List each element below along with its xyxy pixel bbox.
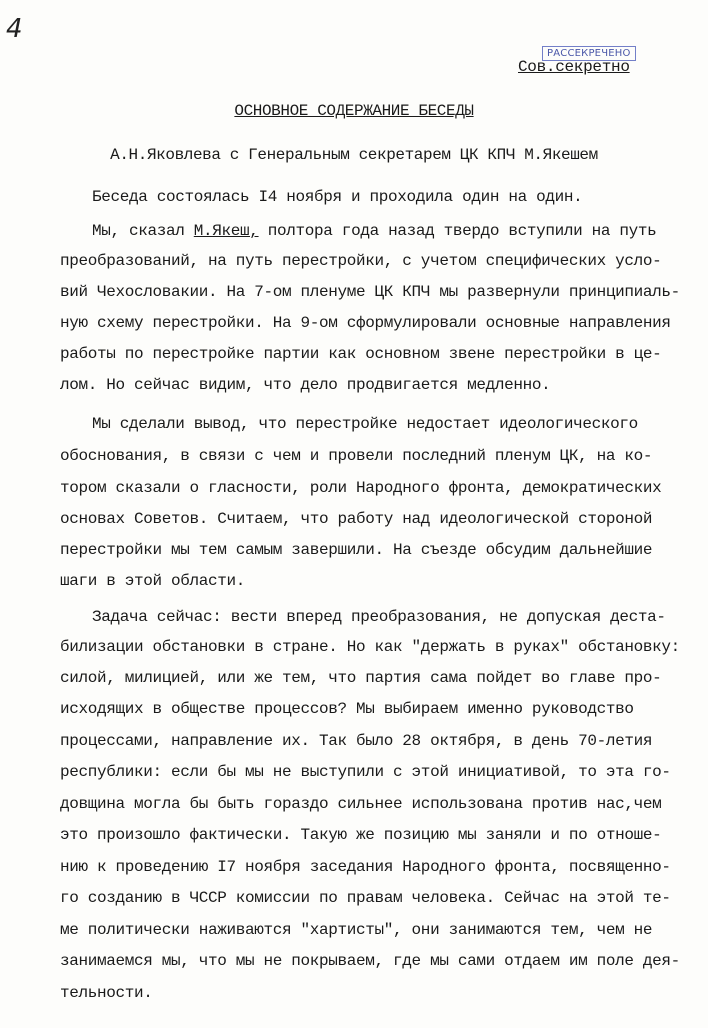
- paragraph-4-line-10: го созданию в ЧССР комиссии по правам человека. Сейчас на этой те-: [60, 889, 671, 907]
- paragraph-3-line-3: тором сказали о гласности, роли Народного фронта, демократических: [60, 479, 662, 497]
- paragraph-1-line-1: Беседа состоялась I4 ноября и проходила один на один.: [92, 188, 583, 206]
- paragraph-4-line-2: билизации обстановки в стране. Но как "держать в руках" обстановку:: [60, 638, 680, 656]
- paragraph-2-line-5: работы по перестройке партии как основном звене перестройки в це-: [60, 345, 662, 363]
- paragraph-2-line-1: [92, 222, 656, 240]
- classification-label: Сов.секретно: [518, 58, 630, 76]
- paragraph-4-line-8: это произошло фактически. Такую же позицию мы заняли и по отноше-: [60, 826, 662, 844]
- paragraph-4-line-3: силой, милицией, или же тем, что партия сама пойдет во главе про-: [60, 669, 662, 687]
- declassified-stamp: РАССЕКРЕЧЕНО: [542, 46, 636, 61]
- document-subtitle: А.Н.Яковлева с Генеральным секретарем ЦК КПЧ М.Якешем: [110, 146, 598, 164]
- paragraph-3-line-4: основах Советов. Считаем, что работу над идеологической стороной: [60, 510, 653, 528]
- paragraph-2-line-1-start: Мы, сказал: [92, 222, 194, 240]
- paragraph-2-line-4: ную схему перестройки. На 9-ом сформулировали основные направления: [60, 314, 671, 332]
- paragraph-4-line-4: исходящих в обществе процессов? Мы выбираем именно руководство: [60, 700, 634, 718]
- paragraph-2-line-1-end: полтора года назад твердо вступили на путь: [258, 222, 657, 240]
- paragraph-4-line-11: ме политически наживаются "хартисты", они занимаются тем, чем не: [60, 921, 653, 939]
- paragraph-3-line-6: шаги в этой области.: [60, 572, 246, 590]
- paragraph-4-line-1: Задача сейчас: вести вперед преобразования, не допуская деста-: [92, 608, 666, 626]
- paragraph-4-line-7: довщина могла бы быть гораздо сильнее использована против нас,чем: [60, 795, 662, 813]
- paragraph-2-line-6: лом. Но сейчас видим, что дело продвигается медленно.: [60, 376, 551, 394]
- paragraph-3-line-1: Мы сделали вывод, что перестройке недостает идеологического: [92, 415, 638, 433]
- paragraph-2-line-2: преобразований, на путь перестройки, с учетом специфических усло-: [60, 252, 662, 270]
- document-title: ОСНОВНОЕ СОДЕРЖАНИЕ БЕСЕДЫ: [234, 102, 474, 120]
- paragraph-3-line-2: обоснования, в связи с чем и провели последний пленум ЦК, на ко-: [60, 447, 653, 465]
- paragraph-4-line-12: занимаемся мы, что мы не покрываем, где мы сами отдаем им поле дея-: [60, 952, 680, 970]
- paragraph-4-line-5: процессами, направление их. Так было 28 октября, в день 70-летия: [60, 732, 653, 750]
- paragraph-4-line-9: нию к проведению I7 ноября заседания Народного фронта, посвященно-: [60, 858, 671, 876]
- page-number: 4: [6, 14, 23, 44]
- paragraph-2-line-3: вий Чехословакии. На 7-ом пленуме ЦК КПЧ мы развернули принципиаль-: [60, 283, 680, 301]
- paragraph-3-line-5: перестройки мы тем самым завершили. На съезде обсудим дальнейшие: [60, 541, 653, 559]
- paragraph-4-line-13: тельности.: [60, 984, 153, 1002]
- speaker-name: М.Якеш,: [193, 222, 259, 240]
- paragraph-4-line-6: республики: если бы мы не выступили с этой инициативой, то эта го-: [60, 763, 671, 781]
